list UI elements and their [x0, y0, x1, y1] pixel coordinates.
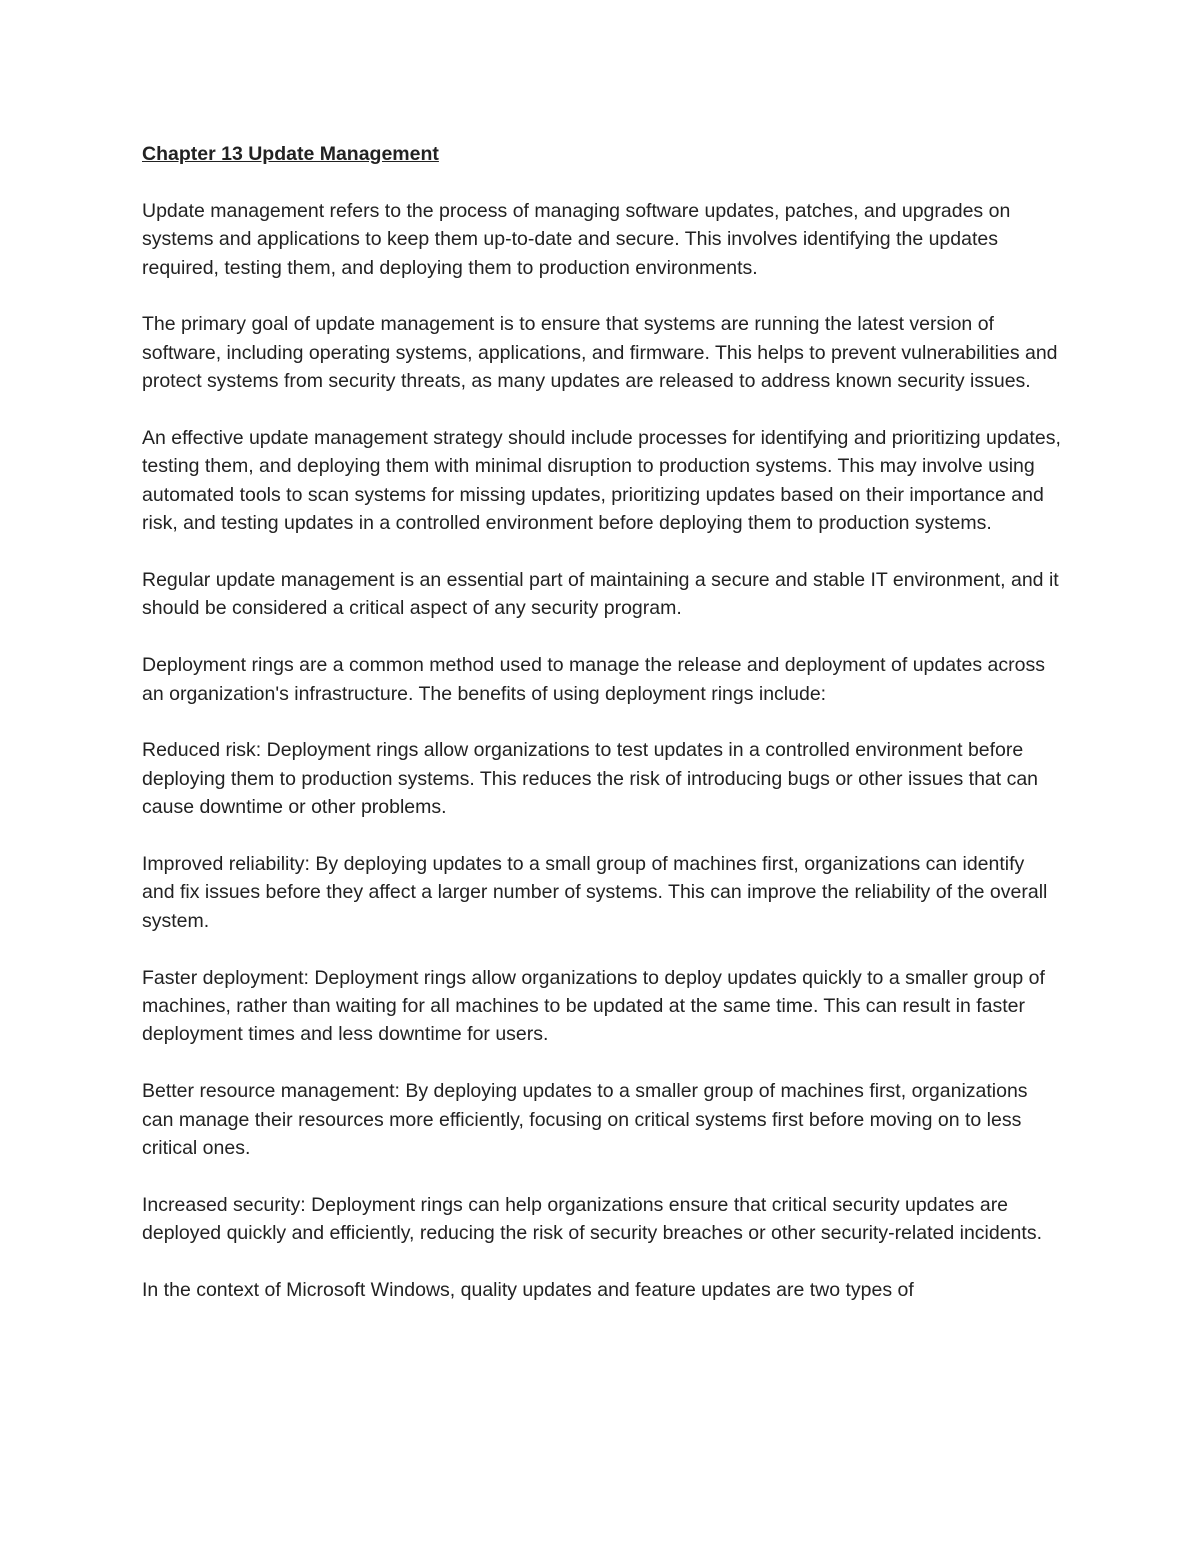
paragraph-reduced-risk: Reduced risk: Deployment rings allow organizations to test updates in a controlled environment before deploying them to production systems. This reduces the risk of introducing bugs or other issues that can cause downtime or other problems. [142, 739, 1039, 819]
paragraph-increased-security: Increased security: Deployment rings can help organizations ensure that critical security updates are deployed quickly and efficiently, reducing the risk of security breaches or other security-related incidents. [142, 1193, 1042, 1245]
paragraph-effective-strategy: An effective update management strategy should include processes for identifying and prioritizing updates, testing them, and deploying them with minimal disruption to production systems. This may involve using automated tools to scan systems for missing updates, prioritizing updates based on their importance and risk, and testing updates in a controlled environment before deploying them to production systems. [142, 427, 1061, 535]
paragraph-primary-goal: The primary goal of update management is to ensure that systems are running the latest version of software, including operating systems, applications, and firmware. This helps to prevent vulnerabilities and protect systems from security threats, as many updates are released to address known security issues. [142, 313, 1058, 393]
paragraph-regular-update-management: Regular update management is an essential part of maintaining a secure and stable IT environment, and it should be considered a critical aspect of any security program. [142, 569, 1059, 620]
document-body [142, 140, 1062, 1333]
paragraph-windows-update-types: In the context of Microsoft Windows, quality updates and feature updates are two types of [142, 1279, 914, 1302]
chapter-title: Chapter 13 Update Management [142, 143, 439, 165]
paragraph-better-resource-management: Better resource management: By deploying updates to a smaller group of machines first, organizations can manage their resources more efficiently, focusing on critical systems first before moving on to less critical ones. [142, 1080, 1028, 1160]
paragraph-update-management-definition: Update management refers to the process of managing software updates, patches, and upgrades on systems and applications to keep them up-to-date and secure. This involves identifying the updates required, testing them, and deploying them to production environments. [142, 199, 1011, 279]
paragraph-improved-reliability: Improved reliability: By deploying updates to a small group of machines first, organizations can identify and fix issues before they affect a larger number of systems. This can improve the reliability of the overall system. [142, 853, 1048, 932]
paragraph-deployment-rings-intro: Deployment rings are a common method used to manage the release and deployment of updates across an organization's infrastructure. The benefits of using deployment rings include: [142, 654, 1045, 705]
paragraph-faster-deployment: Faster deployment: Deployment rings allow organizations to deploy updates quickly to a smaller group of machines, rather than waiting for all machines to be updated at the same time. This can result in faster deployment times and less downtime for users. [142, 966, 1045, 1046]
